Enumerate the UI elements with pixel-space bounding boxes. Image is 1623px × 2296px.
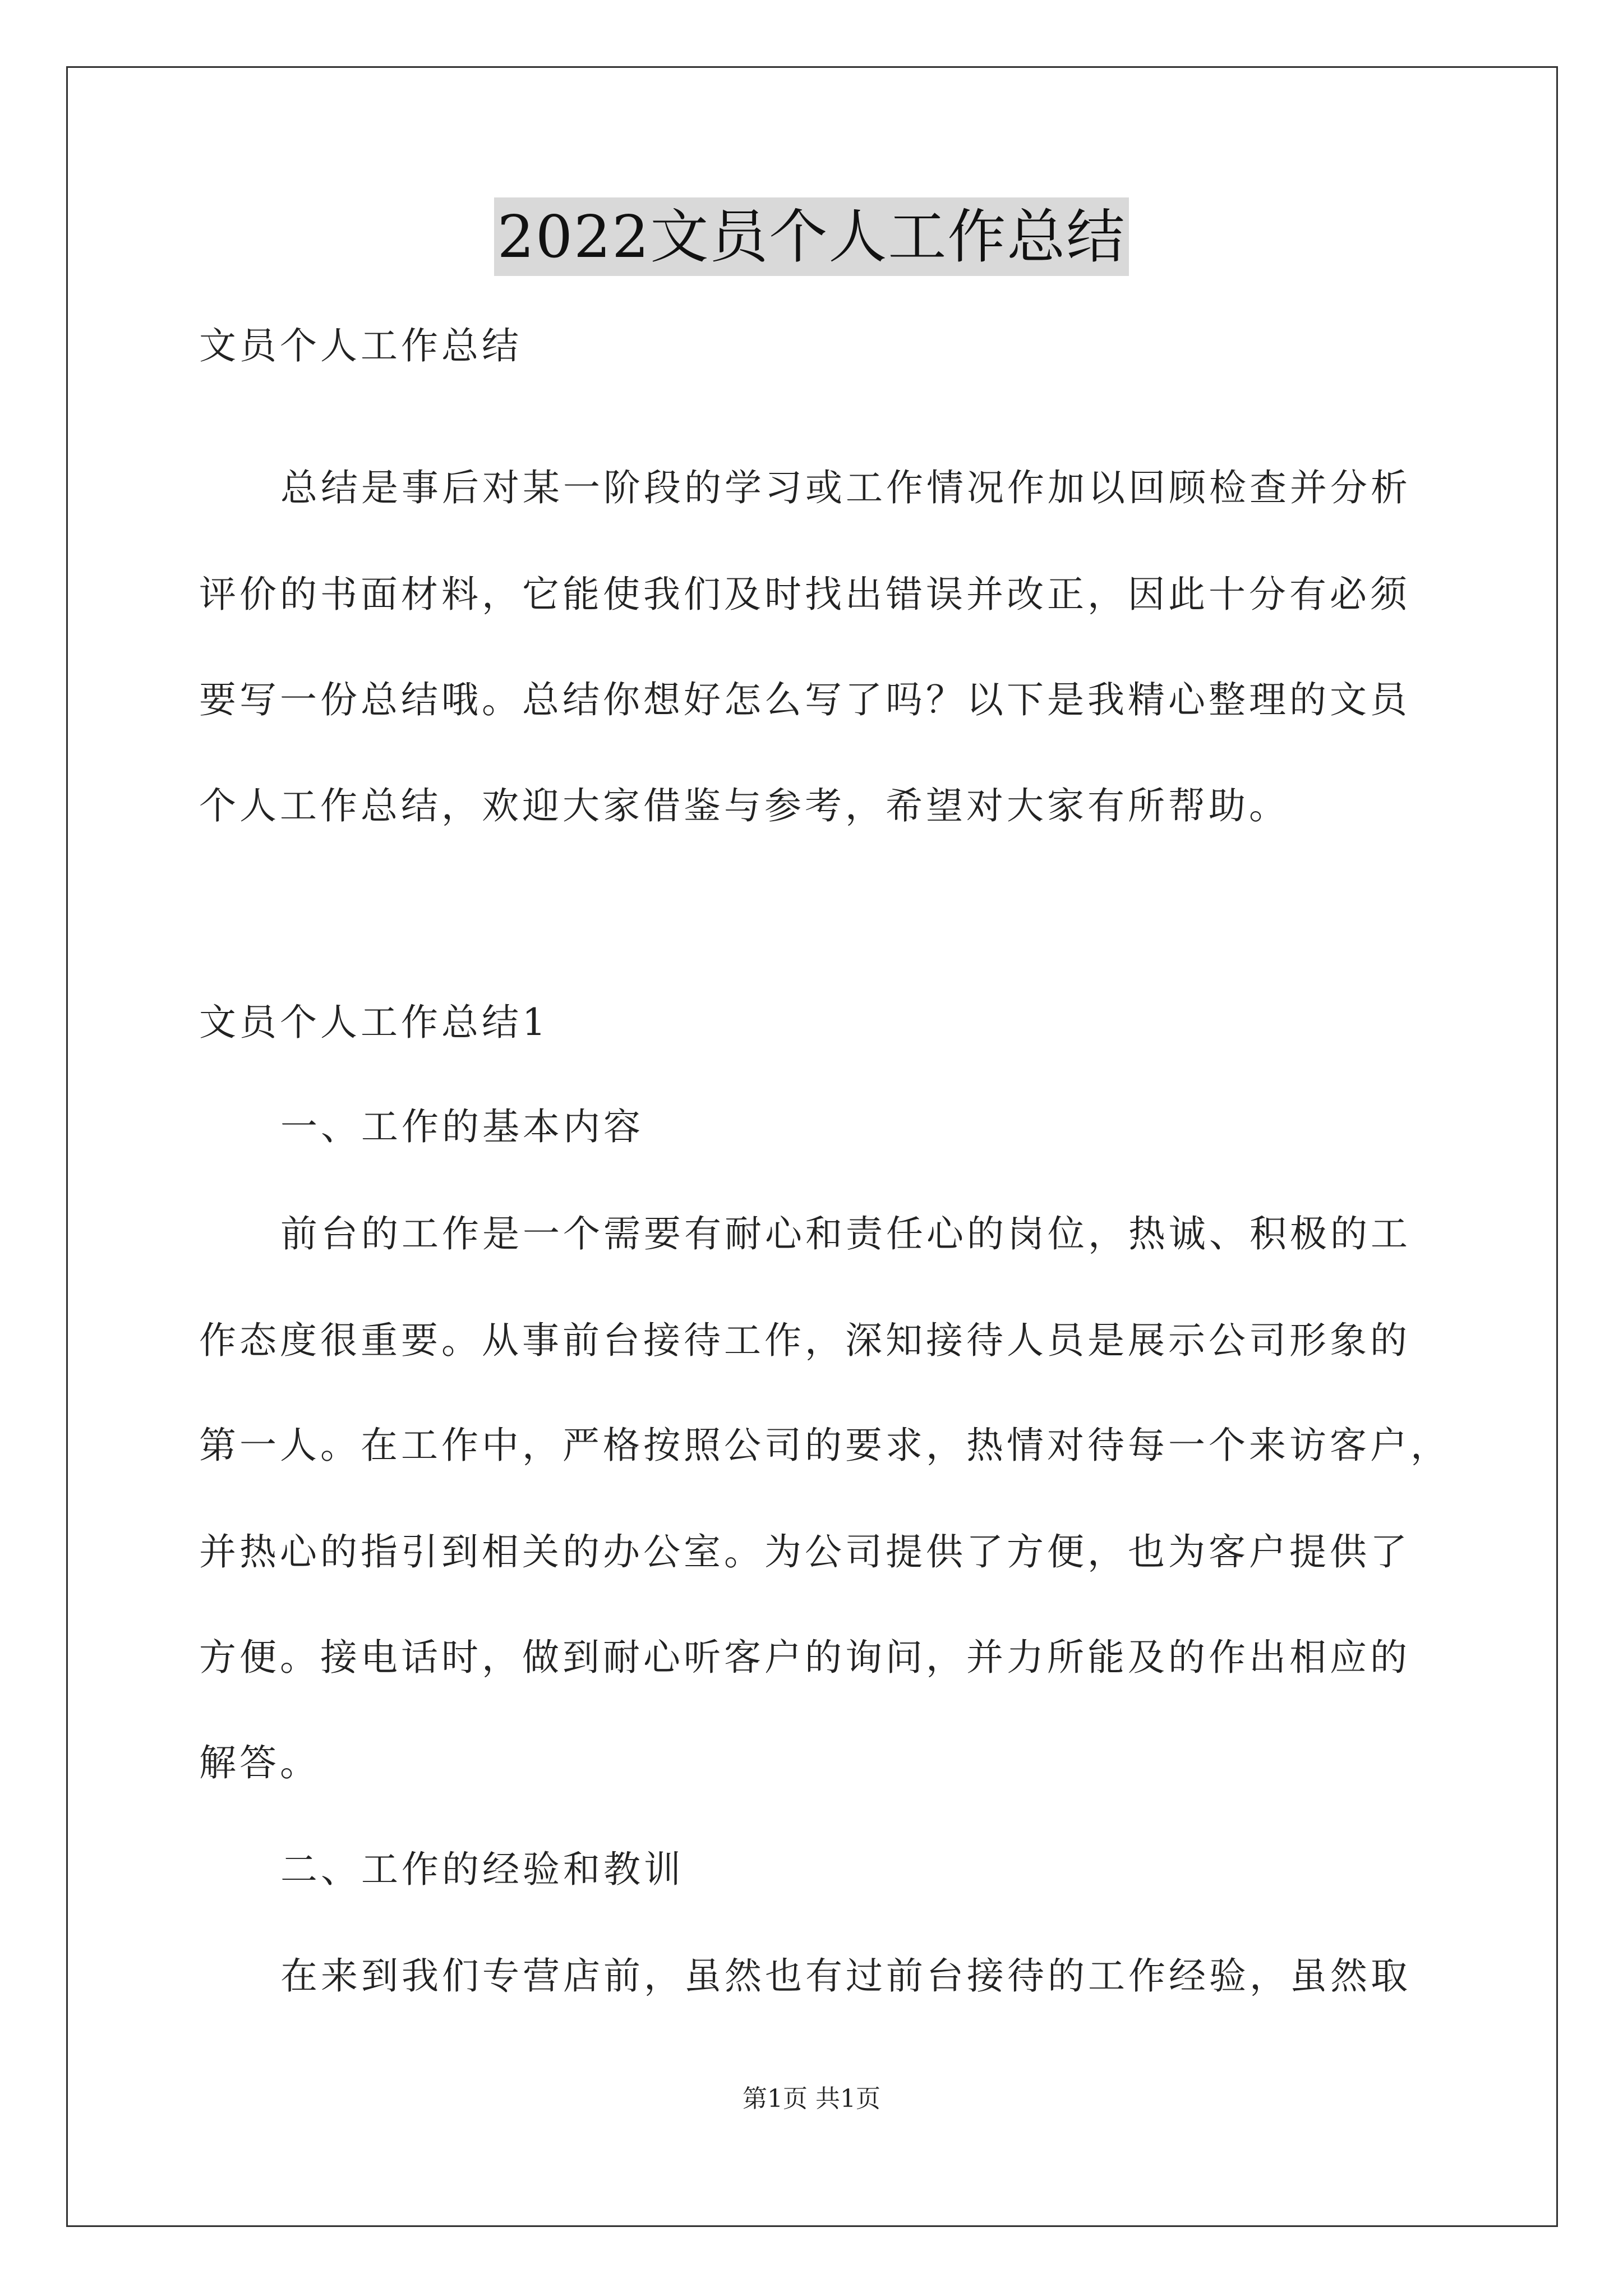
subtitle: 文员个人工作总结: [199, 324, 522, 367]
paragraph-line: 总结是事后对某一阶段的学习或工作情况作加以回顾检查并分析: [280, 466, 1411, 509]
paragraph-line: 方便。接电话时，做到耐心听客户的询问，并力所能及的作出相应的: [199, 1636, 1410, 1679]
paragraph-line: 个人工作总结，欢迎大家借鉴与参考，希望对大家有所帮助。: [199, 784, 1289, 827]
paragraph-line: 作态度很重要。从事前台接待工作，深知接待人员是展示公司形象的: [199, 1319, 1410, 1362]
document-title: 2022文员个人工作总结: [494, 197, 1129, 276]
paragraph-line: 在来到我们专营店前，虽然也有过前台接待的工作经验，虽然取: [280, 1954, 1411, 1998]
paragraph-line: 第一人。在工作中，严格按照公司的要求，热情对待每一个来访客户，: [199, 1424, 1451, 1467]
title-wrap: [0, 197, 1623, 276]
paragraph-line: 评价的书面材料，它能使我们及时找出错误并改正，因此十分有必须: [199, 573, 1410, 616]
paragraph-line: 前台的工作是一个需要有耐心和责任心的岗位，热诚、积极的工: [280, 1212, 1411, 1255]
subsection-heading: 二、工作的经验和教训: [280, 1848, 684, 1891]
paragraph-line: 要写一份总结哦。总结你想好怎么写了吗？以下是我精心整理的文员: [199, 678, 1410, 721]
paragraph-line: 并热心的指引到相关的办公室。为公司提供了方便，也为客户提供了: [199, 1530, 1410, 1573]
section-heading: 文员个人工作总结1: [199, 1001, 549, 1044]
paragraph-line: 解答。: [199, 1741, 320, 1784]
page-footer: 第1页 共1页: [743, 2085, 880, 2113]
subsection-heading: 一、工作的基本内容: [280, 1105, 644, 1148]
